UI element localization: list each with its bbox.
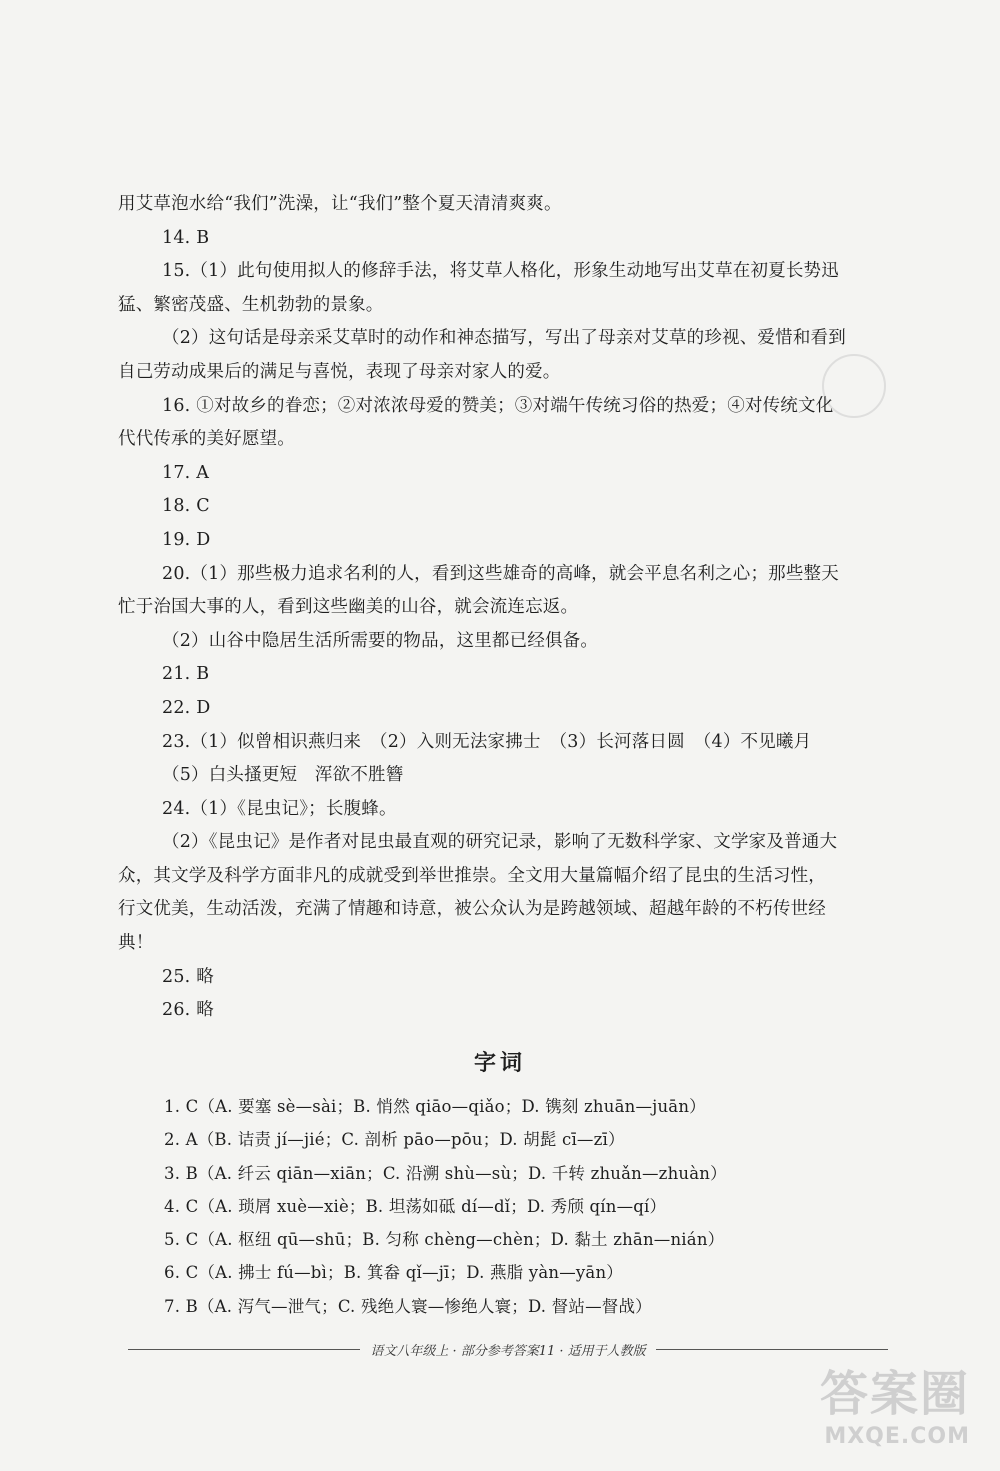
answer-line: （2）山谷中隐居生活所需要的物品，这里都已经俱备。: [162, 630, 599, 651]
answer-line: 18. C: [162, 496, 210, 517]
answer-line: 17. A: [162, 462, 210, 483]
vocab-line: 7. B（A. 泻气—泄气；C. 残绝人寰—惨绝人寰；D. 督站—督战）: [164, 1296, 652, 1316]
answer-line: 25. 略: [162, 966, 214, 987]
watermark-url: MXQE.COM: [824, 1424, 970, 1449]
page-footer: [128, 1337, 888, 1361]
answer-line: 用艾草泡水给“我们”洗澡，让“我们”整个夏天清清爽爽。: [118, 194, 562, 214]
footer-rule-left: [128, 1349, 360, 1350]
vocab-line: 1. C（A. 要塞 sè—sài；B. 悄然 qiāo—qiǎo；D. 镌刻 zhuān—juān）: [164, 1097, 706, 1116]
answer-line: （2）这句话是母亲采艾草时的动作和神态描写，写出了母亲对艾草的珍视、爱惜和看到: [162, 328, 846, 349]
answer-line: 19. D: [162, 529, 211, 550]
answer-line: 16. ①对故乡的眷恋；②对浓浓母爱的赞美；③对端午传统习俗的热爱；④对传统文化: [162, 395, 834, 416]
answer-line: 21. B: [162, 664, 210, 685]
answer-line: 代代传承的美好愿望。: [118, 429, 295, 450]
vocab-line: 4. C（A. 琐屑 xuè—xiè；B. 坦荡如砥 dí—dǐ；D. 秀颀 qín—qí）: [164, 1196, 667, 1216]
answer-line: 15.（1）此句使用拟人的修辞手法，将艾草人格化，形象生动地写出艾草在初夏长势迅: [162, 261, 839, 282]
answer-line: 20.（1）那些极力追求名利的人，看到这些雄奇的高峰，就会平息名利之心；那些整天: [162, 563, 839, 584]
site-watermark: [820, 1355, 970, 1449]
answer-line: 众，其文学及科学方面非凡的成就受到举世推崇。全文用大量篇幅介绍了昆虫的生活习性，: [118, 865, 826, 886]
answer-line: 猛、繁密茂盛、生机勃勃的景象。: [118, 294, 384, 315]
vocab-line: 6. C（A. 拂士 fú—bì；B. 箕畚 qǐ—jī；D. 燕脂 yàn—yān）: [164, 1263, 623, 1283]
watermark-logo-text: 答案圈: [819, 1366, 970, 1422]
answer-line: 23.（1）似曾相识燕归来 （2）入则无法家拂士 （3）长河落日圆 （4）不见曦月: [162, 731, 812, 752]
answers-section: [118, 188, 890, 1028]
answer-line: 典！: [118, 933, 154, 954]
footer-text: 语文八年级上 · 部分参考答案11 · 适用于人教版: [370, 1343, 646, 1359]
answer-line: 24.（1）《昆虫记》；长腹蜂。: [162, 798, 397, 819]
answer-line: 行文优美，生动活泼，充满了情趣和诗意，被公众认为是跨越领域、超越年龄的不朽传世经: [118, 899, 826, 920]
vocab-line: 2. A（B. 诘责 jí—jié；C. 剖析 pāo—pōu；D. 胡髭 cī—zī）: [164, 1130, 625, 1150]
section-title: 字词: [473, 1051, 526, 1076]
vocab-line: 3. B（A. 纤云 qiān—xiān；C. 沿溯 shù—sù；D. 千转 zhuǎn—zhuàn）: [164, 1163, 727, 1183]
vocab-answers: [164, 1090, 904, 1323]
answer-line: （5）白头搔更短 浑欲不胜簪: [162, 765, 404, 786]
answer-line: 22. D: [162, 697, 211, 718]
answer-line: 14. B: [162, 227, 210, 248]
answer-line: （2）《昆虫记》是作者对昆虫最直观的研究记录，影响了无数科学家、文学家及普通大: [162, 832, 838, 853]
footer-rule-right: [656, 1349, 888, 1350]
answer-line: 自己劳动成果后的满足与喜悦，表现了母亲对家人的爱。: [118, 361, 561, 382]
vocab-line: 5. C（A. 枢纽 qū—shū；B. 匀称 chèng—chèn；D. 黏土 zhān—nián）: [164, 1230, 725, 1250]
answer-line: 忙于治国大事的人，看到这些幽美的山谷，就会流连忘返。: [118, 597, 579, 618]
answer-line: 26. 略: [162, 1000, 214, 1021]
